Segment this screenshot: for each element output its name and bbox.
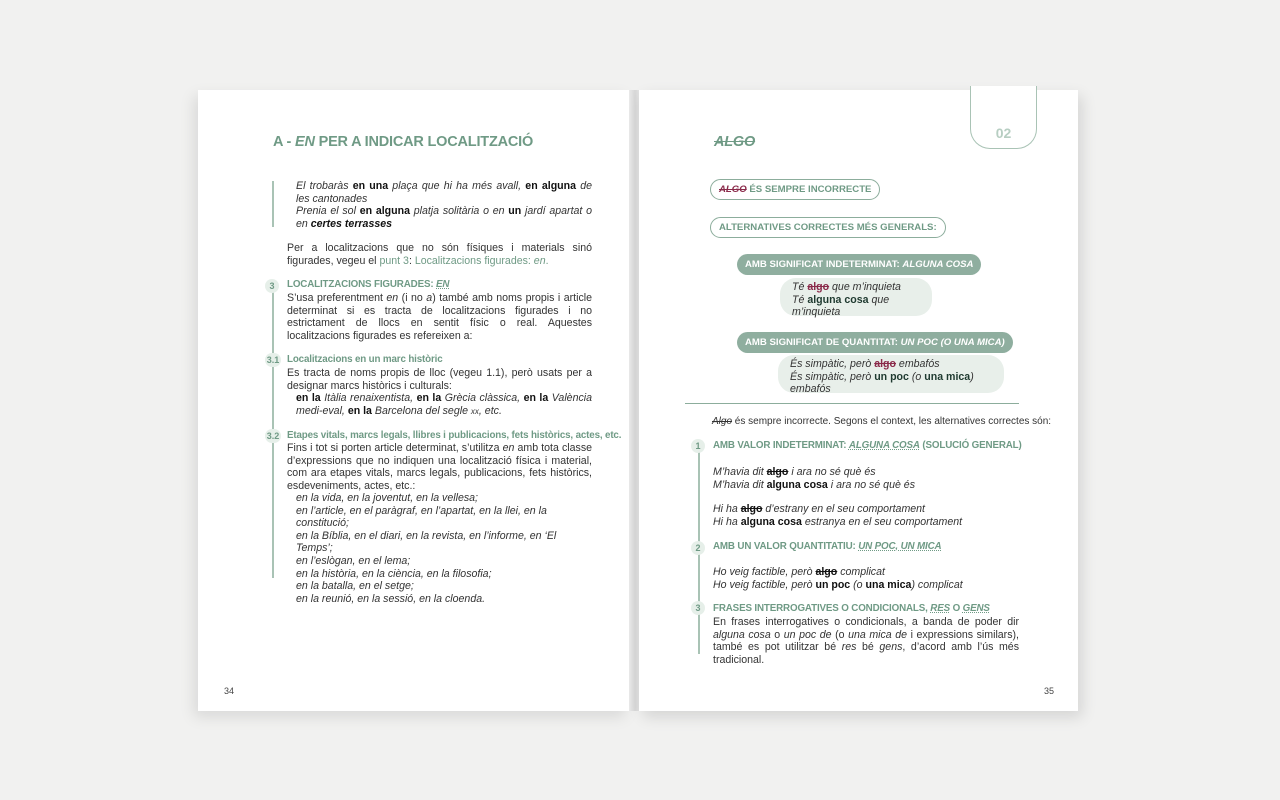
ex-text: i ara no sé què és [827,478,915,491]
section-3-2-text [287,442,592,492]
alternatives-pill: ALTERNATIVES CORRECTES MÉS GENERALS: [710,217,946,238]
ex-text: Ho veig factible, però [713,578,816,591]
item-2-heading [713,541,941,552]
item-2-examples [713,566,963,591]
heading-text: AMB VALOR INDETERMINAT: [713,440,849,451]
example-bubble-2 [778,355,1004,396]
ex-bold: en una [352,180,389,192]
ex-text: jardí apartat o en [296,205,592,230]
title-rest: PER A INDICAR LOCALITZACIÓ [314,134,534,150]
item-3-text [713,616,1019,666]
body-text: , d’acord amb l’ús més tradicional. [713,641,1019,666]
ex-text: M’havia dit [713,478,767,491]
intro-text-body: és sempre incorrecte. Segons el context, les alternatives correctes són: [732,416,1052,427]
ex-text: Barcelona del segle [371,404,471,417]
ex-strike: algo [874,358,896,370]
cross-ref-link[interactable]: Localitzacions figurades [414,254,528,267]
left-page-title [273,134,533,150]
ex-text: Hi ha [713,503,741,516]
ex-bold: un poc [815,578,851,591]
ex-bold: en alguna [525,180,577,192]
section-3-text [287,292,592,342]
heading-em: EN [436,279,450,290]
chapter-tab [970,86,1037,149]
heading-text: O [950,603,963,614]
ex-text: És simpàtic, però [790,370,875,383]
page-number-left: 34 [224,686,235,696]
item-3-heading [713,603,990,614]
ex-strike: algo [740,503,763,516]
section-3-1-heading: Localitzacions en un marc històric [287,354,443,365]
body-em: una mica de [848,628,908,641]
ex-text: (o [908,370,925,383]
ex-text: d’estrany en el seu comportament [762,503,925,516]
body-em: a [426,292,433,304]
example-line: en l’article, en el paràgraf, en l’apartat, en la llei, en la constitució; [296,504,547,530]
ex-strike: algo [815,566,838,578]
ex-bold: en la [416,392,442,404]
ex-text: Té [792,293,808,306]
ex-text: , etc. [478,404,502,417]
ex-text: estranya en el seu comportament [801,515,963,528]
ex-text: M’havia dit [713,466,767,478]
heading-text: (SOLUCIÓ GENERAL) [919,440,1022,451]
ex-text: que m’inquieta [792,293,890,319]
chapter-number: 02 [995,125,1012,141]
body-em: en [502,442,515,454]
body-em: alguna cosa [713,628,771,641]
body-text: ) també amb noms propis i article determinat si es tracta de localitzacions figurades i no estrictament de llocs en sentit físic o real. Aquestes localitzacions figurades es refereixen a: [287,292,592,342]
item-number: 1 [691,439,705,453]
title-prefix: A - [273,134,296,150]
ex-text: Prenia el sol [296,205,360,218]
heading-em: ALGUNA COSA [848,440,920,451]
pill-text: AMB SIGNIFICAT DE QUANTITAT: [745,337,901,348]
section-3-1-examples [296,392,592,418]
item-1-examples [713,466,962,528]
ex-text: El trobaràs [296,180,353,192]
body-text: S’usa preferentment [287,292,387,304]
ex-text: embafós [895,358,940,370]
ex-bold: en alguna [359,205,410,218]
pill-em: UN POC (O UNA MICA) [900,337,1005,348]
title-em: EN [295,134,315,150]
ex-text: Hi ha [713,515,741,528]
heading-em: GENS [962,603,990,614]
heading-text: AMB UN VALOR QUANTITATIU: [713,541,859,552]
ex-text: xx [470,406,479,416]
heading-em: UN POC, UN MICA [858,541,942,552]
ex-strike: algo [807,281,830,293]
example-line: en la vida, en la joventut, en la vellesa; [296,492,478,504]
section-3-1-text: Es tracta de noms propis de lloc (vegeu 1.1), però usats per a designar marcs històrics i culturals: [287,367,592,392]
cross-ref-link[interactable]: en [533,254,546,267]
example-line: en l’eslògan, en el lema; [296,554,411,567]
ex-bold: alguna cosa [807,293,869,306]
ex-bold: una mica [865,578,912,591]
body-em: un poc de [783,628,832,641]
ex-text: de les cantonades [296,180,593,205]
section-number: 3 [265,279,279,293]
body-text: o [770,628,784,641]
item-1-heading [713,440,1022,451]
example-rule [272,181,274,227]
divider [685,403,1019,404]
note-text: Per a localitzacions que no són físiques i materials sinó figurades, vegeu el [287,242,592,267]
ex-text: que m’inquieta [829,281,901,293]
body-text: bé [856,641,880,654]
book-gutter [629,90,639,711]
ex-bold: un poc [874,370,909,383]
section-3-heading [287,279,449,290]
ex-bold: certes terrasses [310,217,393,230]
ex-text: ) embafós [790,370,974,396]
ex-bold: en la [347,404,372,417]
ex-strike: algo [766,466,789,478]
heading-text: FRASES INTERROGATIVES O CONDICIONALS, [713,603,931,614]
ex-bold: alguna cosa [740,515,802,528]
body-text: Fins i tot si porten article determinat, s’utilitza [287,442,503,454]
ex-bold: en la [523,392,549,404]
ex-text: Té [792,281,808,293]
example-bubble-1 [780,278,932,319]
pill-text: ÉS SEMPRE INCORRECTE [746,184,872,195]
note-text: : [527,254,534,267]
cross-ref-link[interactable]: punt 3 [379,254,409,267]
pill-text: AMB SIGNIFICAT INDETERMINAT: [745,259,903,270]
body-text: (o [831,628,849,641]
ex-bold: alguna cosa [766,478,828,491]
page-number-right: 35 [1044,686,1055,696]
body-em: res [841,641,857,654]
item-number: 2 [691,541,705,555]
ex-text: És simpàtic, però [790,358,875,370]
body-em: gens [879,641,903,654]
example-line: en la història, en la ciència, en la filosofia; [296,567,492,580]
ex-text: complicat [837,566,885,578]
ex-text: Itàlia renaixentista, [320,392,417,404]
ex-bold: una mica [924,370,971,383]
example-line: en la batalla, en el setge; [296,580,414,593]
ex-text: Grècia clàssica, [441,392,524,404]
heading-text: LOCALITZACIONS FIGURADES: [287,279,437,290]
section-number: 3.2 [266,431,280,441]
figurative-note [287,242,592,267]
body-text: i expressions similars), també es pot utilitzar bé [713,628,1019,654]
ex-text: i ara no sé què és [788,466,876,478]
body-em: en [386,292,399,304]
pill-em: ALGUNA COSA [902,259,974,270]
intro-strike: Algo [712,416,733,427]
ex-text: València medi-eval, [296,392,592,417]
indeterminate-pill [737,254,981,275]
example-block [296,180,592,230]
body-text: (i no [398,292,427,304]
example-line: en la Bíblia, en el diari, en la revista, en l’informe, en ‘El Temps’; [296,529,557,555]
section-3-2-examples [296,492,592,605]
ex-text: platja solitària o en [409,205,509,218]
section-3-2-heading: Etapes vitals, marcs legals, llibres i publicacions, fets històrics, actes, etc. [287,430,622,441]
intro-text [712,416,1051,429]
heading-em: RES [930,603,950,614]
ex-bold: un [508,205,522,218]
example-line: en la reunió, en la sessió, en la cloenda. [296,592,486,605]
note-text: . [545,254,549,267]
pill-strike: ALGO [719,184,747,195]
ex-text: ) complicat [911,578,963,591]
body-text: amb tota classe d’expressions que no indiquen una localització física i material, com ara etapes vitals, marcs legals, publicacions, fets històrics, esdeveniments, actes, etc.: [287,442,593,492]
note-text: : [408,254,415,267]
ex-text: plaça que hi ha més avall, [388,180,526,192]
body-text: En frases interrogatives o condicionals, a banda de poder dir [713,616,1019,628]
quantity-pill [737,332,1013,353]
section-number: 3.1 [266,355,280,365]
ex-bold: en la [296,392,321,404]
ex-text: (o [850,578,866,591]
incorrect-pill [710,179,880,200]
right-page-title: ALGO [714,134,756,150]
ex-text: Ho veig factible, però [713,566,816,578]
item-number: 3 [691,601,705,615]
